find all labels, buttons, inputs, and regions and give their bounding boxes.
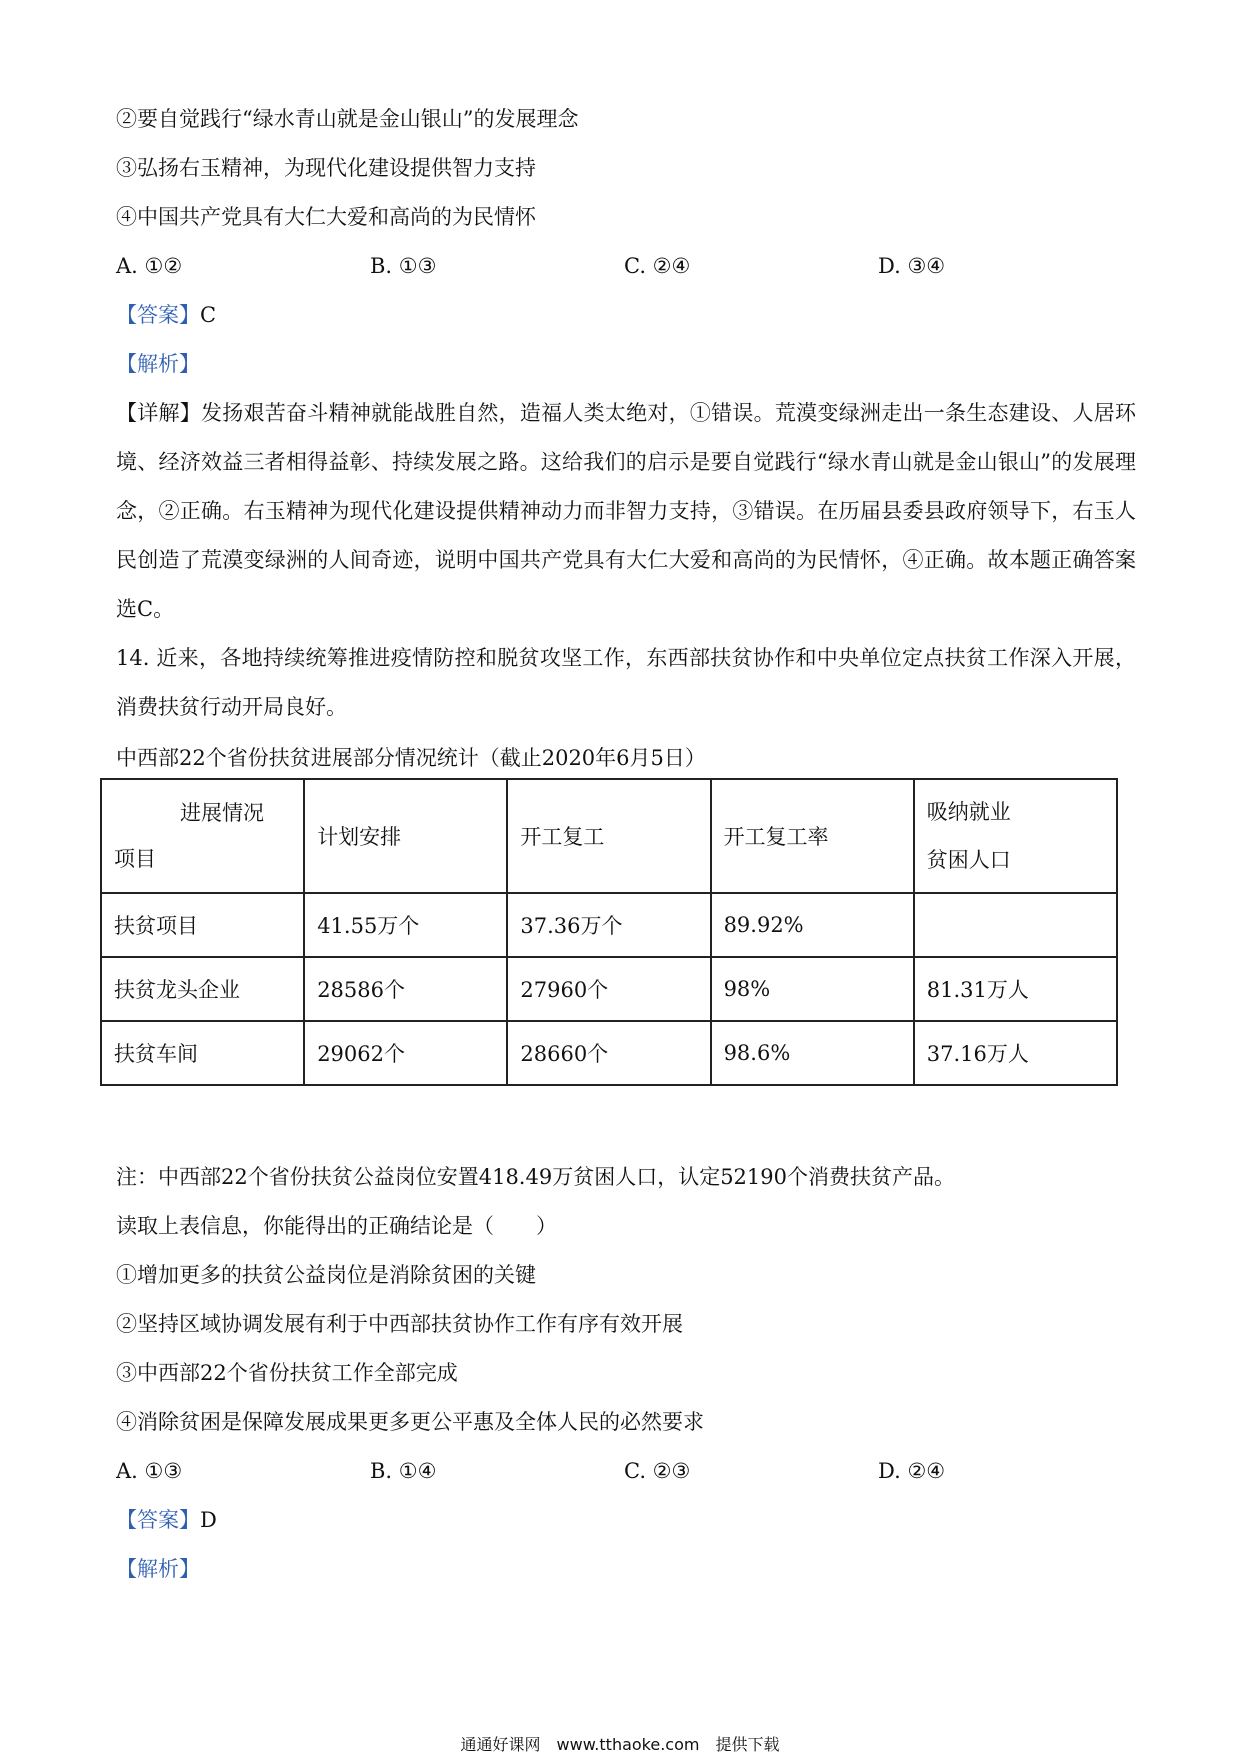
row-item-cell: 扶贫项目 [101,893,304,957]
row-item-cell: 扶贫龙头企业 [101,957,304,1021]
q13-answer-line [116,300,216,330]
q14-note: 注：中西部22个省份扶贫公益岗位安置418.49万贫困人口，认定52190个消费扶贫产品。 [116,1165,956,1189]
q14-stem: 14. 近来，各地持续统筹推进疫情防控和脱贫攻坚工作，东西部扶贫协作和中央单位定点扶贫工作深入开展，消费扶贫行动开局良好。 [116,646,1136,719]
q13-analysis-tag: 【解析】 [116,352,200,376]
q14-answer-tag: 【答案】 [116,1508,200,1532]
q13-choice-b: B. ①③ [370,254,437,278]
row-resumed-cell: 27960个 [507,957,710,1021]
page-footer: 通通好课网 www.tthaoke.com 提供下载 [460,1735,780,1754]
q14-option-4: ④消除贫困是保障发展成果更多更公平惠及全体人民的必然要求 [116,1410,704,1434]
q14-analysis-tag: 【解析】 [116,1557,200,1581]
row-plan-cell: 41.55万个 [304,893,507,957]
row-plan-cell: 28586个 [304,957,507,1021]
row-employed-cell [914,893,1117,957]
row-rate-cell: 98% [711,957,914,1021]
table-row [101,1021,1117,1085]
q14-answer: D [200,1508,217,1532]
q14-choice-d: D. ②④ [878,1459,946,1483]
q14-option-2: ②坚持区域协调发展有利于中西部扶贫协作工作有序有效开展 [116,1312,683,1336]
q13-option-2: ②要自觉践行“绿水青山就是金山银山”的发展理念 [116,107,579,131]
table-corner-cell [101,779,304,893]
q13-choice-a: A. ①② [116,254,183,278]
row-rate-cell: 98.6% [711,1021,914,1085]
row-plan-cell: 29062个 [304,1021,507,1085]
q14-option-3: ③中西部22个省份扶贫工作全部完成 [116,1361,458,1385]
q13-option-4: ④中国共产党具有大仁大爱和高尚的为民情怀 [116,205,536,229]
header-cell [914,779,1117,893]
row-item-cell: 扶贫车间 [101,1021,304,1085]
row-resumed-cell: 37.36万个 [507,893,710,957]
header-employed-line1: 吸纳就业 [926,800,1011,824]
q14-prompt: 读取上表信息，你能得出的正确结论是（ ） [116,1214,557,1238]
q13-option-3: ③弘扬右玉精神，为现代化建设提供智力支持 [116,156,536,180]
q13-answer: C [200,303,217,327]
row-employed-cell: 37.16万人 [914,1021,1117,1085]
q13-answer-tag: 【答案】 [116,303,200,327]
q13-detail-tag: 【详解】 [116,401,202,425]
q14-choice-c: C. ②③ [624,1459,691,1483]
corner-bottom-label: 项目 [114,847,156,871]
q14-option-1: ①增加更多的扶贫公益岗位是消除贫困的关键 [116,1263,536,1287]
q13-detail [116,389,1136,634]
q13-choice-c: C. ②④ [624,254,691,278]
corner-top-label: 进展情况 [180,801,264,825]
header-cell: 开工复工 [507,779,710,893]
header-cell: 开工复工率 [711,779,914,893]
q14-table-title: 中西部22个省份扶贫进展部分情况统计（截止2020年6月5日） [116,746,706,770]
row-employed-cell: 81.31万人 [914,957,1117,1021]
header-cell: 计划安排 [304,779,507,893]
q13-choice-d: D. ③④ [878,254,946,278]
table-row [101,893,1117,957]
q13-choices [116,251,1132,281]
q14-choice-a: A. ①③ [116,1459,183,1483]
q14-choice-b: B. ①④ [370,1459,437,1483]
poverty-stats-table [100,778,1118,1086]
row-resumed-cell: 28660个 [507,1021,710,1085]
table-header-row [101,779,1117,893]
q13-detail-text: 发扬艰苦奋斗精神就能战胜自然，造福人类太绝对，①错误。荒漠变绿洲走出一条生态建设、人居环境、经济效益三者相得益彰、持续发展之路。这给我们的启示是要自觉践行“绿水青山就是金山银山”的发展理念，②正确。右玉精神为现代化建设提供精神动力而非智力支持，③错误。在历届县委县政府领导下，右玉人民创造了荒漠变绿洲的人间奇迹，说明中国共产党具有大仁大爱和高尚的为民情怀，④正确。故本题正确答案选C。 [116,401,1137,621]
q14-answer-line [116,1505,217,1535]
q14-choices [116,1456,1132,1486]
row-rate-cell: 89.92% [711,893,914,957]
table-row [101,957,1117,1021]
header-employed-line2: 贫困人口 [926,848,1011,872]
